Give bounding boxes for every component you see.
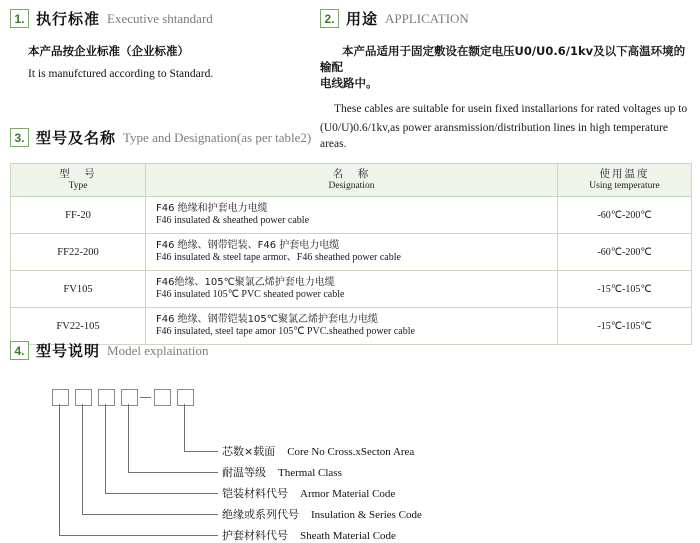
- column-header-designation: [146, 164, 558, 197]
- section-model-explanation: [10, 340, 692, 542]
- column-header-designation-en: Designation: [328, 181, 375, 191]
- table-row: [11, 234, 692, 271]
- code-box-6: [177, 389, 194, 406]
- cell-designation: [146, 271, 558, 308]
- leader-line-2-h: [128, 472, 218, 473]
- diagram-label-core-area-cn: 芯数×载面: [222, 445, 276, 458]
- diagram-label-thermal-class-cn: 耐温等级: [222, 466, 266, 479]
- section-executive-standard: [10, 8, 310, 80]
- section-4-title-en: Model explaination: [107, 342, 209, 358]
- section-1-title-en: Executive shtandard: [107, 10, 213, 26]
- column-header-temperature-cn: 使用温度: [599, 168, 650, 180]
- diagram-label-sheath-code-cn: 护套材料代号: [222, 529, 288, 542]
- diagram-label-thermal-class-en: Thermal Class: [278, 467, 342, 479]
- section-2-en-line-1: These cables are suitable for usein fixed installarions for rated voltages up to: [334, 103, 688, 115]
- column-header-type-cn: 型 号: [59, 168, 97, 180]
- leader-line-4-h: [82, 514, 218, 515]
- cell-designation: [146, 197, 558, 234]
- section-1-header: [10, 8, 310, 29]
- cell-designation-en: F46 insulated & sheathed power cable: [156, 215, 310, 226]
- cell-type: FV22-105: [11, 308, 146, 345]
- column-header-temperature: [558, 164, 692, 197]
- section-3-title-cn: 型号及名称: [36, 129, 117, 147]
- code-box-1: [52, 389, 69, 406]
- cell-type: FV105: [11, 271, 146, 308]
- cell-designation-cn: F46 绝缘、钢带铠装105℃聚氯乙烯护套电力电缆: [156, 313, 378, 325]
- cell-designation: [146, 308, 558, 345]
- leader-line-5-h: [59, 535, 218, 536]
- type-designation-table: [10, 163, 692, 345]
- diagram-label-core-area-en: Core No Cross.xSecton Area: [287, 446, 415, 458]
- cell-designation-cn: F46 绝缘和护套电力电缆: [156, 202, 268, 214]
- section-1-line-cn: 本产品按企业标准（企业标准）: [28, 44, 189, 58]
- cell-temperature: -60℃-200℃: [558, 234, 692, 271]
- column-header-temperature-en: Using temperature: [589, 181, 660, 191]
- section-2-en-line-2: (U0/U)0.6/1kv,as power aransmission/distribution lines in high temperature areas.: [320, 122, 669, 150]
- table-row: [11, 271, 692, 308]
- diagram-label-armor-code: [222, 485, 395, 501]
- leader-line-1-h: [184, 451, 218, 452]
- section-3-title-en: Type and Designation(as per table2): [123, 129, 312, 145]
- leader-line-3-v: [105, 404, 106, 493]
- diagram-label-armor-code-en: Armor Material Code: [300, 488, 396, 500]
- code-box-5: [154, 389, 171, 406]
- table-header-row: [11, 164, 692, 197]
- diagram-label-insulation-code-cn: 绝缘或系列代号: [222, 508, 299, 521]
- section-type-designation: [10, 127, 692, 345]
- section-2-cn-line-1: 本产品适用于固定敷设在额定电压U0/U0.6/1kv及以下高温环境的输配: [320, 44, 686, 74]
- column-header-type-en: Type: [68, 181, 88, 191]
- diagram-label-armor-code-cn: 铠装材料代号: [222, 487, 288, 500]
- cell-designation-en: F46 insulated & steel tape armor、F46 sheathed power cable: [156, 252, 401, 263]
- cell-type: FF-20: [11, 197, 146, 234]
- section-2-number: 2.: [320, 9, 339, 28]
- leader-line-4-v: [82, 404, 83, 514]
- table-row: [11, 308, 692, 345]
- section-1-number: 1.: [10, 9, 29, 28]
- cell-designation-cn: F46 绝缘、钢带铠装、F46 护套电力电缆: [156, 239, 340, 251]
- diagram-label-insulation-code: [222, 506, 422, 522]
- model-code-diagram: [10, 379, 692, 542]
- table-row: [11, 197, 692, 234]
- section-1-title-cn: 执行标准: [36, 10, 101, 28]
- cell-temperature: -60℃-200℃: [558, 197, 692, 234]
- leader-line-1-v: [184, 404, 185, 451]
- section-1-line-en: It is manufctured according to Standard.: [28, 68, 214, 80]
- leader-line-2-v: [128, 404, 129, 472]
- cell-temperature: -15℃-105℃: [558, 271, 692, 308]
- code-box-4: [121, 389, 138, 406]
- cell-type: FF22-200: [11, 234, 146, 271]
- cell-designation-en: F46 insulated 105℃ PVC sheated power cable: [156, 289, 345, 300]
- section-3-header: [10, 127, 692, 148]
- diagram-label-core-area: [222, 443, 414, 459]
- code-box-3: [98, 389, 115, 406]
- section-3-number: 3.: [10, 128, 29, 147]
- section-2-cn-line-2: 电线路中。: [320, 76, 378, 90]
- section-2-header: [320, 8, 692, 29]
- code-separator-dash: [140, 397, 151, 398]
- diagram-label-sheath-code-en: Sheath Material Code: [300, 530, 396, 542]
- section-4-header: [10, 340, 692, 361]
- leader-line-3-h: [105, 493, 218, 494]
- cell-designation: [146, 234, 558, 271]
- column-header-designation-cn: 名 称: [332, 168, 371, 180]
- section-4-number: 4.: [10, 341, 29, 360]
- leader-line-5-v: [59, 404, 60, 535]
- diagram-label-thermal-class: [222, 464, 342, 480]
- section-1-body: [28, 43, 310, 80]
- section-4-title-cn: 型号说明: [36, 342, 101, 360]
- section-2-title-cn: 用途: [346, 10, 379, 28]
- column-header-type: [11, 164, 146, 197]
- code-box-2: [75, 389, 92, 406]
- cell-temperature: -15℃-105℃: [558, 308, 692, 345]
- cell-designation-cn: F46绝缘、105℃聚氯乙烯护套电力电缆: [156, 276, 335, 288]
- cell-designation-en: F46 insulated, steel tape amor 105℃ PVC.sheathed power cable: [156, 326, 415, 337]
- section-2-title-en: APPLICATION: [385, 10, 469, 26]
- diagram-label-insulation-code-en: Insulation & Series Code: [311, 509, 422, 521]
